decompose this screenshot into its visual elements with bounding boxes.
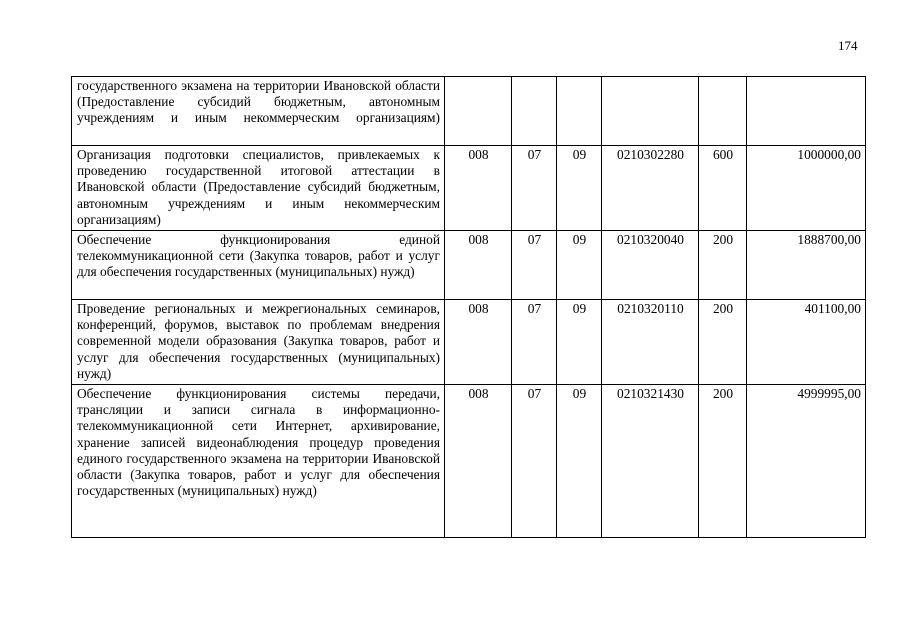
budget-table	[71, 76, 866, 538]
row-code: 008	[445, 300, 512, 385]
row-section: 07	[512, 385, 557, 538]
table-row	[72, 231, 866, 300]
row-target: 0210302280	[602, 146, 699, 231]
row-section: 07	[512, 231, 557, 300]
row-description: Обеспечение функционирования единой телекоммуникационной сети (Закупка товаров, работ и услуг для обеспечения государственных (муниципальных) нужд)	[72, 231, 445, 300]
table-row	[72, 300, 866, 385]
row-description: Проведение региональных и межрегиональных семинаров, конференций, форумов, выставок по проблемам внедрения современной модели образования (Закупка товаров, работ и услуг для обеспечения государственных (муниципальных) нужд)	[72, 300, 445, 385]
row-code	[445, 77, 512, 146]
row-section: 07	[512, 146, 557, 231]
row-amount: 1888700,00	[747, 231, 866, 300]
row-type: 200	[699, 231, 747, 300]
row-amount	[747, 77, 866, 146]
row-description: Организация подготовки специалистов, привлекаемых к проведению государственной итоговой аттестации в Ивановской области (Предоставление субсидий бюджетным, автономным учреждениям и иным некоммерческим организациям)	[72, 146, 445, 231]
row-target: 0210321430	[602, 385, 699, 538]
row-amount: 1000000,00	[747, 146, 866, 231]
row-code: 008	[445, 146, 512, 231]
row-subsection: 09	[557, 231, 602, 300]
row-section	[512, 77, 557, 146]
row-description: государственного экзамена на территории Ивановской области (Предоставление субсидий бюджетным, автономным учреждениям и иным некоммерческим организациям)	[72, 77, 445, 146]
row-type: 200	[699, 385, 747, 538]
row-amount: 4999995,00	[747, 385, 866, 538]
row-target: 0210320040	[602, 231, 699, 300]
row-type: 600	[699, 146, 747, 231]
row-code: 008	[445, 231, 512, 300]
row-type	[699, 77, 747, 146]
row-section: 07	[512, 300, 557, 385]
row-description: Обеспечение функционирования системы передачи, трансляции и записи сигнала в информационно-телекоммуникационной сети Интернет, архивирование, хранение записей видеонаблюдения процедур проведения единого государственного экзамена на территории Ивановской области (Закупка товаров, работ и услуг для обеспечения государственных (муниципальных) нужд)	[72, 385, 445, 538]
table-row	[72, 77, 866, 146]
table-row	[72, 385, 866, 538]
row-code: 008	[445, 385, 512, 538]
row-subsection: 09	[557, 146, 602, 231]
row-type: 200	[699, 300, 747, 385]
table-row	[72, 146, 866, 231]
row-subsection: 09	[557, 385, 602, 538]
page-number: 174	[838, 38, 858, 53]
row-subsection	[557, 77, 602, 146]
row-amount: 401100,00	[747, 300, 866, 385]
row-target: 0210320110	[602, 300, 699, 385]
row-target	[602, 77, 699, 146]
row-subsection: 09	[557, 300, 602, 385]
